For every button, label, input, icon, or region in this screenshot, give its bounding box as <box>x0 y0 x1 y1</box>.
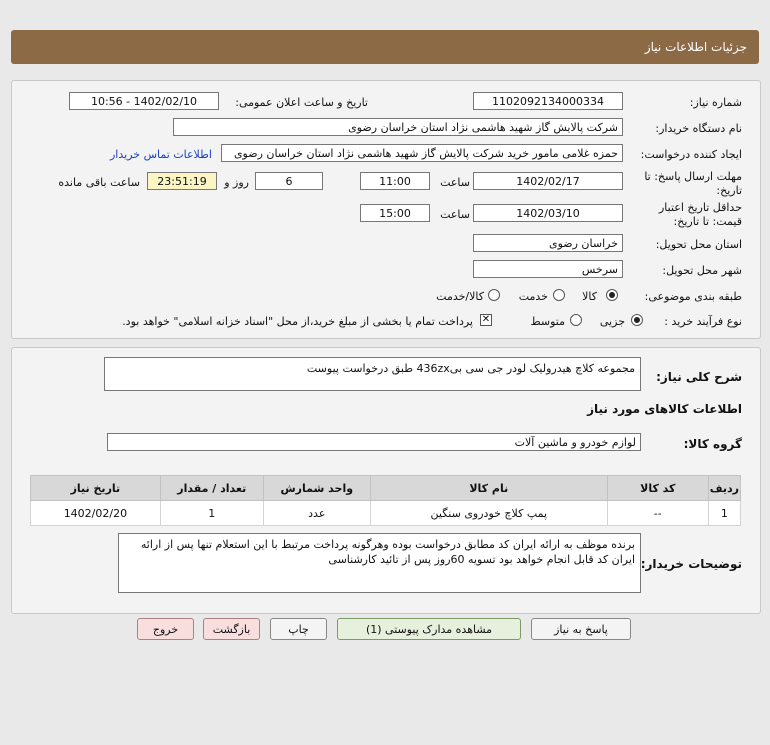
cell-qty: 1 <box>160 501 263 526</box>
goods-table <box>30 475 741 526</box>
table-row <box>31 501 741 526</box>
validity-label-1: حداقل تاریخ اعتبار <box>658 201 742 214</box>
page-header <box>11 30 759 64</box>
cell-name: پمپ کلاچ خودروی سنگین <box>370 501 607 526</box>
city-field: سرخس <box>473 260 623 278</box>
reply-button[interactable]: پاسخ به نیاز <box>531 618 631 640</box>
validity-time-field: 15:00 <box>360 204 430 222</box>
back-button[interactable]: بازگشت <box>203 618 260 640</box>
page-title: جزئیات اطلاعات نیاز <box>644 40 747 54</box>
city-label: شهر محل تحویل: <box>662 264 742 277</box>
category-goods-label: کالا <box>582 290 597 303</box>
col-code: کد کالا <box>607 476 708 501</box>
payment-checkbox[interactable]: ✕ <box>481 314 491 325</box>
cell-unit: عدد <box>263 501 370 526</box>
cell-date: 1402/02/20 <box>31 501 161 526</box>
description-label: شرح کلی نیاز: <box>656 370 742 384</box>
buyer-label: نام دستگاه خریدار: <box>655 122 742 135</box>
goods-section-title: اطلاعات کالاهای مورد نیاز <box>587 402 742 416</box>
category-goods-service-label: کالا/خدمت <box>436 290 484 303</box>
buyer-notes-field: برنده موظف به ارائه ایران کد مطابق درخواست بوده وهرگونه پرداخت مرتبط با این استعلام تنها پس از ارائه ایران کد قابل انجام خواهد بود تسویه 60روز پس از تائید کارشناسی <box>118 533 641 593</box>
category-service-radio[interactable] <box>553 289 565 301</box>
cell-code: -- <box>607 501 708 526</box>
contact-buyer-link[interactable]: اطلاعات تماس خریدار <box>110 148 212 161</box>
deadline-date-field: 1402/02/17 <box>473 172 623 190</box>
col-qty: تعداد / مقدار <box>160 476 263 501</box>
remaining-time-field: 23:51:19 <box>147 172 217 190</box>
goods-group-label: گروه کالا: <box>683 437 742 451</box>
goods-group-field: لوازم خودرو و ماشین آلات <box>107 433 641 451</box>
requester-field: حمزه غلامی مامور خرید شرکت پالایش گاز شهید هاشمی نژاد استان خراسان رضوی <box>221 144 623 162</box>
need-number-label: شماره نیاز: <box>689 96 742 109</box>
buyer-field: شرکت پالایش گاز شهید هاشمی نژاد استان خراسان رضوی <box>173 118 623 136</box>
col-row: ردیف <box>708 476 740 501</box>
col-name: نام کالا <box>370 476 607 501</box>
deadline-time-label: ساعت <box>440 176 470 189</box>
process-label: نوع فرآیند خرید : <box>664 315 742 328</box>
exit-button[interactable]: خروج <box>137 618 194 640</box>
cell-row: 1 <box>708 501 740 526</box>
remaining-label: ساعت باقی مانده <box>58 176 140 189</box>
attachments-button[interactable]: مشاهده مدارک پیوستی (1) <box>337 618 521 640</box>
table-header-row <box>31 476 741 501</box>
print-button[interactable]: چاپ <box>270 618 327 640</box>
requester-label: ایجاد کننده درخواست: <box>640 148 742 161</box>
validity-time-label: ساعت <box>440 208 470 221</box>
process-minor-label: جزیی <box>599 315 625 328</box>
col-unit: واحد شمارش <box>263 476 370 501</box>
validity-label-2: قیمت: تا تاریخ: <box>673 215 742 228</box>
deadline-label-1: مهلت ارسال پاسخ: تا <box>644 170 742 183</box>
province-field: خراسان رضوی <box>473 234 623 252</box>
process-medium-label: متوسط <box>530 315 565 328</box>
category-goods-service-radio[interactable] <box>488 289 500 301</box>
col-date: تاریخ نیاز <box>31 476 161 501</box>
announce-field: 1402/02/10 - 10:56 <box>69 92 219 110</box>
deadline-label-2: تاریخ: <box>716 184 742 197</box>
days-label: روز و <box>224 176 249 189</box>
payment-note: پرداخت تمام یا بخشی از مبلغ خرید،از محل "اسناد خزانه اسلامی" خواهد بود. <box>122 315 473 328</box>
buyer-notes-label: توضیحات خریدار: <box>640 557 742 571</box>
days-field: 6 <box>255 172 323 190</box>
process-medium-radio[interactable] <box>570 314 582 326</box>
announce-label: تاریخ و ساعت اعلان عمومی: <box>235 96 368 109</box>
description-field: مجموعه کلاچ هیدرولیک لودر جی سی بی436zx طبق درخواست پیوست <box>104 357 641 391</box>
province-label: استان محل تحویل: <box>655 238 742 251</box>
category-goods-radio[interactable] <box>606 289 618 301</box>
need-number-field: 1102092134000334 <box>473 92 623 110</box>
category-service-label: خدمت <box>518 290 548 303</box>
process-minor-radio[interactable] <box>631 314 643 326</box>
category-label: طبقه بندی موضوعی: <box>644 290 742 303</box>
validity-date-field: 1402/03/10 <box>473 204 623 222</box>
deadline-time-field: 11:00 <box>360 172 430 190</box>
